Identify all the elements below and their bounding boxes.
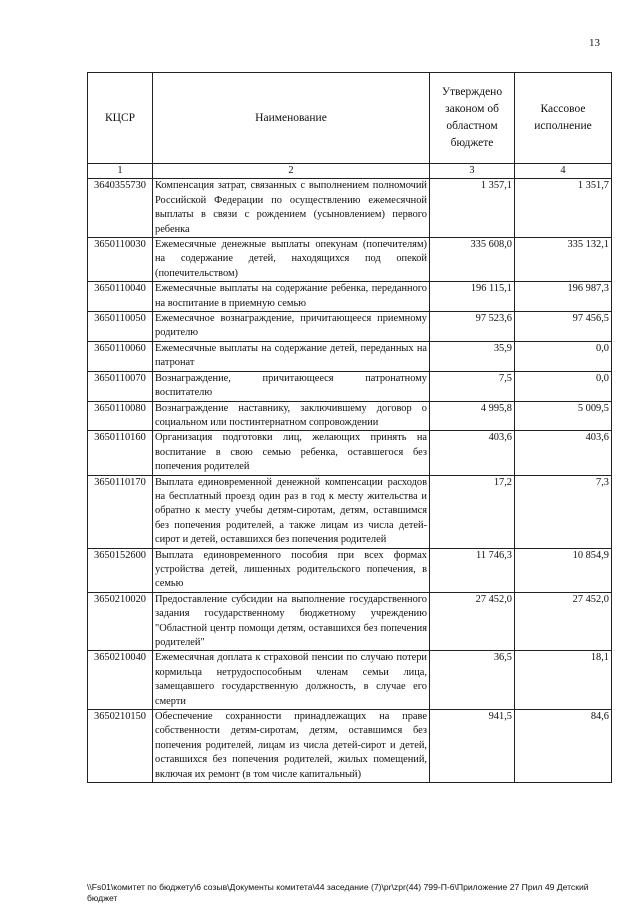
row-code: 3650210020 — [88, 592, 153, 651]
row-executed: 335 132,1 — [515, 238, 612, 282]
header-code: КЦСР — [88, 73, 153, 164]
table-row — [88, 341, 612, 371]
row-executed: 0,0 — [515, 341, 612, 371]
row-executed: 403,6 — [515, 431, 612, 475]
row-code: 3650210040 — [88, 651, 153, 710]
table-row — [88, 282, 612, 312]
row-approved: 11 746,3 — [430, 548, 515, 592]
row-code: 3650110050 — [88, 312, 153, 342]
row-name: Компенсация затрат, связанных с выполнением полномочий Российской Федерации по осуществлению ежемесячной выплаты в связи с рождением (усыновлением) первого ребенка — [153, 179, 430, 238]
column-number: 3 — [430, 164, 515, 179]
column-number: 2 — [153, 164, 430, 179]
table-row — [88, 475, 612, 548]
row-name: Организация подготовки лиц, желающих принять на воспитание в свою семью ребенка, оставшегося без попечения родителей — [153, 431, 430, 475]
row-approved: 335 608,0 — [430, 238, 515, 282]
row-name: Предоставление субсидии на выполнение государственного задания государственному бюджетному учреждению "Областной центр помощи детям, оставшихся без попечения родителей" — [153, 592, 430, 651]
row-approved: 36,5 — [430, 651, 515, 710]
row-executed: 27 452,0 — [515, 592, 612, 651]
column-number: 4 — [515, 164, 612, 179]
row-executed: 10 854,9 — [515, 548, 612, 592]
row-executed: 5 009,5 — [515, 401, 612, 431]
row-approved: 35,9 — [430, 341, 515, 371]
row-executed: 1 351,7 — [515, 179, 612, 238]
header-approved: Утверждено законом об областном бюджете — [430, 73, 515, 164]
column-number-row — [88, 164, 612, 179]
row-approved: 7,5 — [430, 371, 515, 401]
row-code: 3650110080 — [88, 401, 153, 431]
row-code: 3650110160 — [88, 431, 153, 475]
row-code: 3650110060 — [88, 341, 153, 371]
table-header-row — [88, 73, 612, 164]
row-code: 3650152600 — [88, 548, 153, 592]
row-name: Ежемесячное вознаграждение, причитающееся приемному родителю — [153, 312, 430, 342]
header-name: Наименование — [153, 73, 430, 164]
row-approved: 403,6 — [430, 431, 515, 475]
file-path-footer: \\Fs01\комитет по бюджету\6 созыв\Документы комитета\44 заседание (7)\pr\zpr(44) 799-П-6\Приложение 27 Прил 49 Детский бюджет — [87, 882, 589, 903]
row-code: 3640355730 — [88, 179, 153, 238]
row-name: Ежемесячные выплаты на содержание детей, переданных на патронат — [153, 341, 430, 371]
table-row — [88, 651, 612, 710]
table-row — [88, 431, 612, 475]
row-executed: 84,6 — [515, 710, 612, 783]
row-code: 3650110040 — [88, 282, 153, 312]
row-code: 3650110170 — [88, 475, 153, 548]
row-executed: 7,3 — [515, 475, 612, 548]
row-name: Выплата единовременной денежной компенсации расходов на бесплатный проезд один раз в год к месту жительства и обратно к месту учебы детям-сиротам, детям, оставшимся без попечения родителей, а также лицам из числа детей-сирот и детей, оставшихся без попечения родителей — [153, 475, 430, 548]
row-approved: 1 357,1 — [430, 179, 515, 238]
row-approved: 17,2 — [430, 475, 515, 548]
row-approved: 97 523,6 — [430, 312, 515, 342]
row-name: Ежемесячная доплата к страховой пенсии по случаю потери кормильца нетрудоспособным членам семьи лица, замещавшего государственную должность, в случае его смерти — [153, 651, 430, 710]
page-number: 13 — [589, 37, 600, 49]
row-approved: 27 452,0 — [430, 592, 515, 651]
row-executed: 97 456,5 — [515, 312, 612, 342]
row-approved: 941,5 — [430, 710, 515, 783]
header-executed: Кассовое исполнение — [515, 73, 612, 164]
row-executed: 0,0 — [515, 371, 612, 401]
table-row — [88, 312, 612, 342]
table-row — [88, 710, 612, 783]
row-code: 3650110070 — [88, 371, 153, 401]
budget-table — [87, 72, 612, 783]
row-name: Ежемесячные выплаты на содержание ребенка, переданного на воспитание в приемную семью — [153, 282, 430, 312]
row-name: Вознаграждение наставнику, заключившему договор о социальном или постинтернатном сопровождении — [153, 401, 430, 431]
row-name: Вознаграждение, причитающееся патронатному воспитателю — [153, 371, 430, 401]
row-name: Выплата единовременного пособия при всех формах устройства детей, лишенных родительского попечения, в семью — [153, 548, 430, 592]
row-executed: 196 987,3 — [515, 282, 612, 312]
row-code: 3650110030 — [88, 238, 153, 282]
table-row — [88, 548, 612, 592]
row-executed: 18,1 — [515, 651, 612, 710]
table-row — [88, 371, 612, 401]
table-row — [88, 179, 612, 238]
table-row — [88, 592, 612, 651]
row-name: Обеспечение сохранности принадлежащих на праве собственности детям-сиротам, детям, оставшимся без попечения родителей, лицам из числа детей-сирот и детей, оставшихся без попечения родителей, жилых помещений, включая их ремонт (в том числе капитальный) — [153, 710, 430, 783]
row-approved: 4 995,8 — [430, 401, 515, 431]
table-row — [88, 401, 612, 431]
row-name: Ежемесячные денежные выплаты опекунам (попечителям) на содержание детей, находящихся под опекой (попечительством) — [153, 238, 430, 282]
column-number: 1 — [88, 164, 153, 179]
row-code: 3650210150 — [88, 710, 153, 783]
table-row — [88, 238, 612, 282]
row-approved: 196 115,1 — [430, 282, 515, 312]
